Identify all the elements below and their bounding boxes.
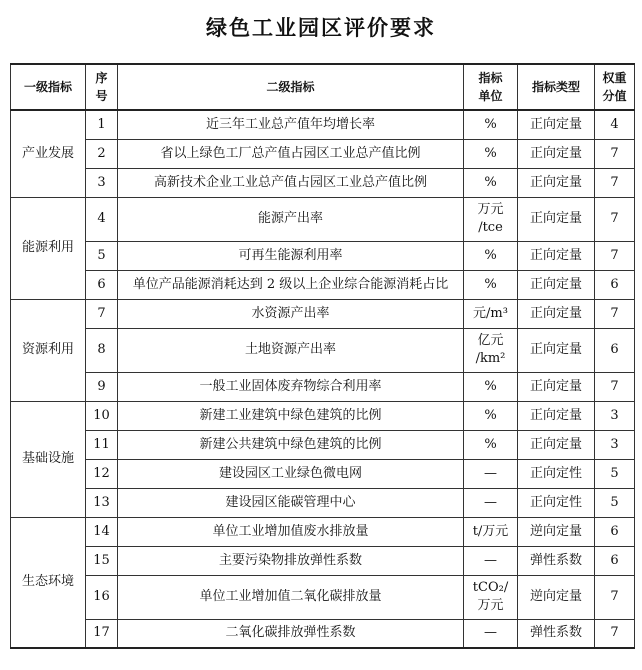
unit-cell: —	[464, 619, 518, 648]
indicator-cell: 建设园区工业绿色微电网	[118, 459, 464, 488]
header-weight-line2: 分值	[602, 89, 627, 103]
type-cell: 逆向定量	[518, 517, 595, 546]
weight-cell: 7	[595, 619, 635, 648]
unit-cell: %	[464, 139, 518, 168]
header-level2: 二级指标	[118, 64, 464, 110]
seq-cell: 12	[86, 459, 118, 488]
unit-cell: %	[464, 241, 518, 270]
table-row	[11, 197, 635, 241]
table-row	[11, 372, 635, 401]
type-cell: 正向定性	[518, 459, 595, 488]
type-cell: 正向定量	[518, 139, 595, 168]
unit-line1: 万元	[477, 202, 504, 217]
seq-cell: 13	[86, 488, 118, 517]
weight-cell: 6	[595, 517, 635, 546]
unit-cell: %	[464, 401, 518, 430]
indicator-cell: 土地资源产出率	[118, 328, 464, 372]
unit-cell: %	[464, 430, 518, 459]
table-row	[11, 139, 635, 168]
seq-cell: 17	[86, 619, 118, 648]
seq-cell: 16	[86, 575, 118, 619]
type-cell: 逆向定量	[518, 575, 595, 619]
unit-line2: 万元	[477, 598, 504, 613]
unit-line2: /tce	[478, 220, 503, 235]
category-cell: 产业发展	[11, 110, 86, 197]
table-row	[11, 110, 635, 139]
weight-cell: 7	[595, 575, 635, 619]
header-unit-line1: 指标	[478, 71, 503, 85]
type-cell: 正向定量	[518, 110, 595, 139]
table-row	[11, 401, 635, 430]
indicator-cell: 单位工业增加值废水排放量	[118, 517, 464, 546]
type-cell: 弹性系数	[518, 546, 595, 575]
category-cell: 基础设施	[11, 401, 86, 517]
type-cell: 正向定量	[518, 372, 595, 401]
seq-cell: 14	[86, 517, 118, 546]
type-cell: 正向定量	[518, 197, 595, 241]
weight-cell: 7	[595, 241, 635, 270]
table-row	[11, 459, 635, 488]
type-cell: 正向定量	[518, 168, 595, 197]
seq-cell: 4	[86, 197, 118, 241]
unit-cell: —	[464, 488, 518, 517]
unit-cell: 元/m³	[464, 299, 518, 328]
header-weight	[595, 64, 635, 110]
weight-cell: 6	[595, 270, 635, 299]
seq-cell: 15	[86, 546, 118, 575]
header-level1: 一级指标	[11, 64, 86, 110]
seq-cell: 6	[86, 270, 118, 299]
table-row	[11, 488, 635, 517]
header-seq-line2: 号	[95, 89, 108, 103]
indicator-cell: 可再生能源利用率	[118, 241, 464, 270]
weight-cell: 7	[595, 299, 635, 328]
type-cell: 弹性系数	[518, 619, 595, 648]
type-cell: 正向定量	[518, 401, 595, 430]
unit-cell	[464, 197, 518, 241]
header-type: 指标类型	[518, 64, 595, 110]
indicator-cell: 新建公共建筑中绿色建筑的比例	[118, 430, 464, 459]
type-cell: 正向定量	[518, 328, 595, 372]
weight-cell: 6	[595, 546, 635, 575]
header-seq-line1: 序	[95, 71, 108, 85]
weight-cell: 6	[595, 328, 635, 372]
weight-cell: 7	[595, 139, 635, 168]
category-cell: 生态环境	[11, 517, 86, 648]
indicator-cell: 水资源产出率	[118, 299, 464, 328]
header-seq	[86, 64, 118, 110]
seq-cell: 1	[86, 110, 118, 139]
category-cell: 能源利用	[11, 197, 86, 299]
unit-cell: %	[464, 110, 518, 139]
indicator-cell: 单位产品能源消耗达到 2 级以上企业综合能源消耗占比	[118, 270, 464, 299]
type-cell: 正向定量	[518, 430, 595, 459]
table-row	[11, 241, 635, 270]
seq-cell: 5	[86, 241, 118, 270]
seq-cell: 8	[86, 328, 118, 372]
table-row	[11, 517, 635, 546]
weight-cell: 5	[595, 488, 635, 517]
weight-cell: 7	[595, 168, 635, 197]
seq-cell: 7	[86, 299, 118, 328]
type-cell: 正向定量	[518, 299, 595, 328]
evaluation-table	[10, 63, 635, 649]
unit-cell: %	[464, 168, 518, 197]
type-cell: 正向定量	[518, 270, 595, 299]
indicator-cell: 省以上绿色工厂总产值占园区工业总产值比例	[118, 139, 464, 168]
header-row	[11, 64, 635, 110]
table-row	[11, 619, 635, 648]
weight-cell: 7	[595, 197, 635, 241]
table-row	[11, 168, 635, 197]
weight-cell: 7	[595, 372, 635, 401]
indicator-cell: 近三年工业总产值年均增长率	[118, 110, 464, 139]
weight-cell: 4	[595, 110, 635, 139]
weight-cell: 3	[595, 401, 635, 430]
table-row	[11, 575, 635, 619]
indicator-cell: 一般工业固体废弃物综合利用率	[118, 372, 464, 401]
type-cell: 正向定性	[518, 488, 595, 517]
indicator-cell: 建设园区能碳管理中心	[118, 488, 464, 517]
table-row	[11, 270, 635, 299]
indicator-cell: 主要污染物排放弹性系数	[118, 546, 464, 575]
table-body	[11, 110, 635, 648]
unit-cell	[464, 575, 518, 619]
unit-cell: %	[464, 372, 518, 401]
weight-cell: 5	[595, 459, 635, 488]
indicator-cell: 新建工业建筑中绿色建筑的比例	[118, 401, 464, 430]
type-cell: 正向定量	[518, 241, 595, 270]
table-row	[11, 299, 635, 328]
unit-line2: /km²	[475, 351, 506, 366]
seq-cell: 9	[86, 372, 118, 401]
unit-line1: 亿元	[477, 333, 504, 348]
seq-cell: 11	[86, 430, 118, 459]
header-unit-line2: 单位	[478, 89, 503, 103]
unit-cell: —	[464, 459, 518, 488]
unit-line1: tCO₂/	[472, 580, 509, 595]
seq-cell: 3	[86, 168, 118, 197]
table-row	[11, 328, 635, 372]
unit-cell	[464, 328, 518, 372]
header-weight-line1: 权重	[602, 71, 627, 85]
weight-cell: 3	[595, 430, 635, 459]
unit-cell: —	[464, 546, 518, 575]
seq-cell: 2	[86, 139, 118, 168]
indicator-cell: 单位工业增加值二氧化碳排放量	[118, 575, 464, 619]
unit-cell: %	[464, 270, 518, 299]
indicator-cell: 高新技术企业工业总产值占园区工业总产值比例	[118, 168, 464, 197]
indicator-cell: 能源产出率	[118, 197, 464, 241]
unit-cell: t/万元	[464, 517, 518, 546]
indicator-cell: 二氧化碳排放弹性系数	[118, 619, 464, 648]
header-unit	[464, 64, 518, 110]
table-row	[11, 430, 635, 459]
category-cell: 资源利用	[11, 299, 86, 401]
table-row	[11, 546, 635, 575]
seq-cell: 10	[86, 401, 118, 430]
page-title: 绿色工业园区评价要求	[206, 16, 436, 40]
